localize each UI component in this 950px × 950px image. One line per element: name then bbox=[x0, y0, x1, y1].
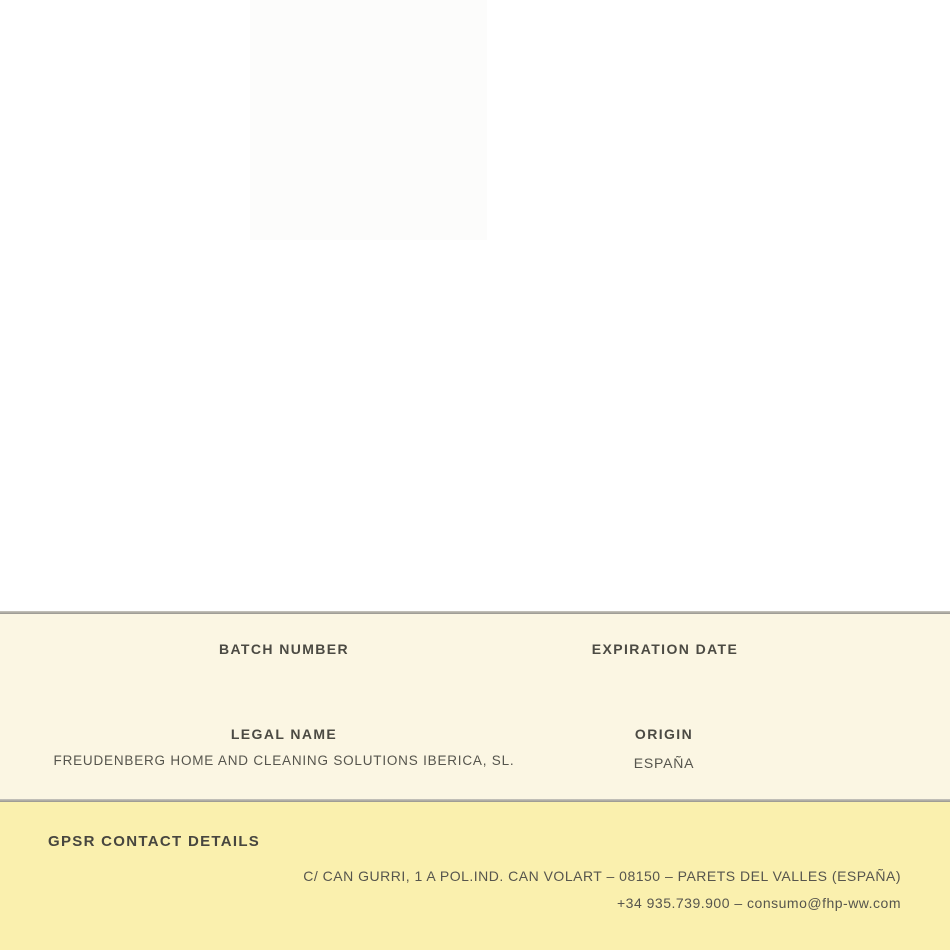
gpsr-contact-panel bbox=[0, 802, 950, 950]
legal-name-value: FREUDENBERG HOME AND CLEANING SOLUTIONS IBERICA, SL. bbox=[53, 753, 515, 768]
origin-value: ESPAÑA bbox=[633, 755, 695, 771]
gpsr-contact-phone-email: +34 935.739.900 – consumo@fhp-ww.com bbox=[617, 895, 901, 911]
gpsr-contact-heading: GPSR CONTACT DETAILS bbox=[48, 833, 261, 850]
product-info-panel bbox=[0, 614, 950, 799]
expiration-date-label: EXPIRATION DATE bbox=[591, 641, 739, 657]
faint-image-placeholder bbox=[250, 0, 487, 240]
legal-name-label: LEGAL NAME bbox=[230, 726, 338, 742]
origin-label: ORIGIN bbox=[634, 726, 694, 742]
gpsr-contact-address: C/ CAN GURRI, 1 A POL.IND. CAN VOLART – 08150 – PARETS DEL VALLES (ESPAÑA) bbox=[303, 868, 901, 884]
batch-number-label: BATCH NUMBER bbox=[218, 641, 350, 657]
